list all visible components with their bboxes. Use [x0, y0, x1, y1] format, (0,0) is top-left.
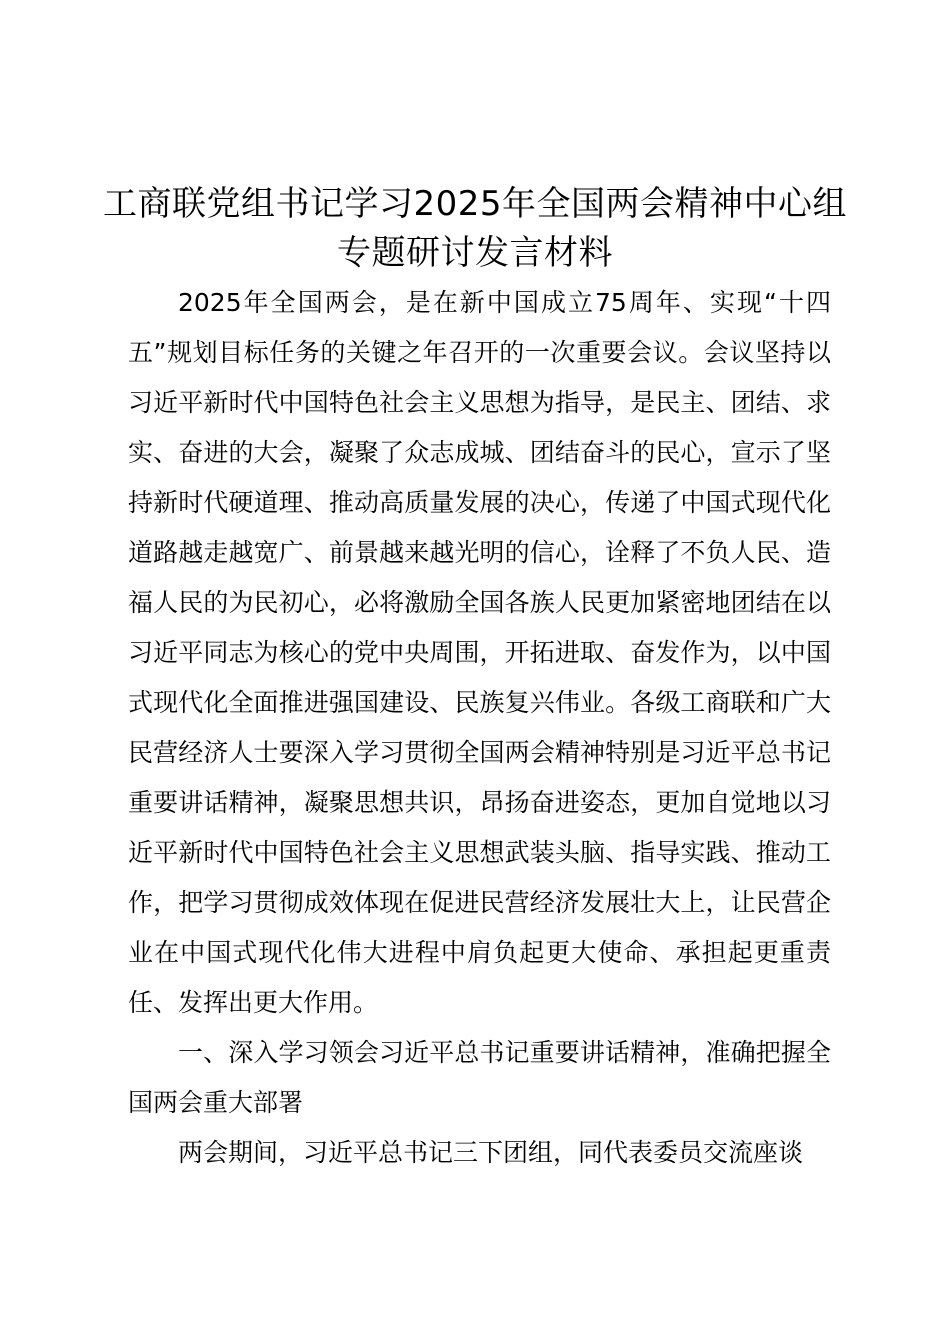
body-paragraph: 两会期间，习近平总书记三下团组，同代表委员交流座谈 [178, 1138, 804, 1167]
body-paragraph: 2025年全国两会，是在新中国成立75周年、实现“十四五”规划目标任务的关键之年召开的一次重要会议。会议坚持以习近平新时代中国特色社会主义思想为指导，是民主、团结、求实、奋进的大会，凝聚了众志成城、团结奋斗的民心，宣示了坚持新时代硬道理、推动高质量发展的决心，传递了中国式现代化道路越走越宽广、前景越来越光明的信心，诠释了不负人民、造福人民的为民初心，必将激励全国各族人民更加紧密地团结在以习近平同志为核心的党中央周围，开拓进取、奋发作为，以中国式现代化全面推进强国建设、民族复兴伟业。各级工商联和广大民营经济人士要深入学习贯彻全国两会精神特别是习近平总书记重要讲话精神，凝聚思想共识，昂扬奋进姿态，更加自觉地以习近平新时代中国特色社会主义思想武装头脑、指导实践、推动工作，把学习贯彻成效体现在促进民营经济发展壮大上，让民营企业在中国式现代化伟大进程中肩负起更大使命、承担起更重责任、发挥出更大作用。 [128, 288, 831, 1017]
document-title: 工商联党组书记学习2025年全国两会精神中心组专题研讨发言材料 [102, 184, 848, 273]
section-heading: 一、深入学习领会习近平总书记重要讲话精神，准确把握全国两会重大部署 [128, 1038, 831, 1117]
